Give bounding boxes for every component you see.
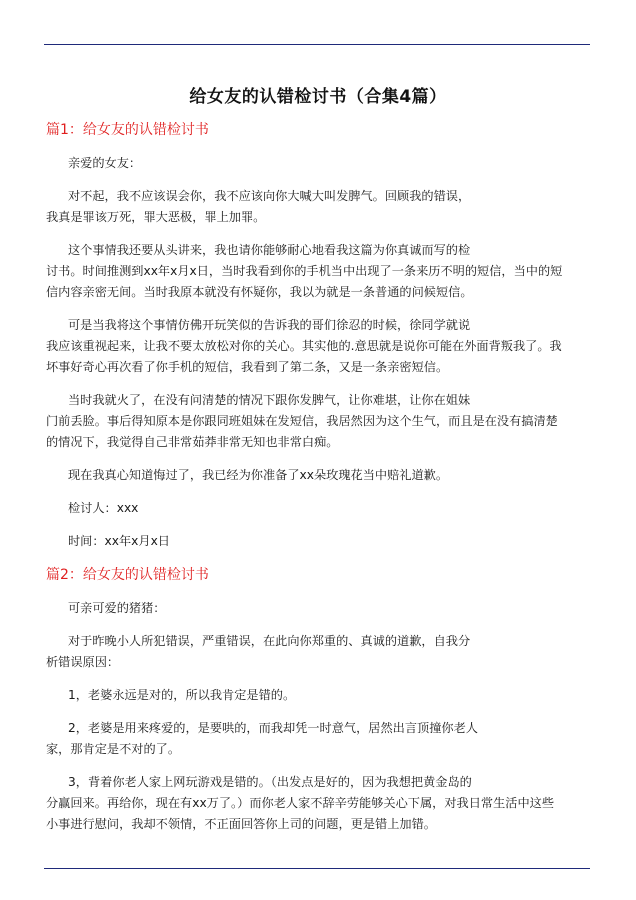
paragraph xyxy=(46,685,590,706)
paragraph-line: 亲爱的女友： xyxy=(68,156,142,170)
paragraph-line: 2，老婆是用来疼爱的，是要哄的，而我却凭一时意气，居然出言顶撞你老人 xyxy=(68,721,478,735)
paragraph-line: 对于昨晚小人所犯错误，严重错误，在此向你郑重的、真诚的道歉，自我分 xyxy=(68,634,471,648)
paragraph-line: 这个事情我还要从头讲来，我也请你能够耐心地看我这篇为你真诚而写的检 xyxy=(68,243,471,257)
section-heading: 篇1：给女友的认错检讨书 xyxy=(46,122,209,138)
paragraph-line: 检讨人：xxx xyxy=(68,501,139,515)
paragraph xyxy=(46,186,590,228)
paragraph-line: 1，老婆永远是对的，所以我肯定是错的。 xyxy=(68,688,296,702)
paragraph-line: 当时我就火了，在没有问清楚的情况下跟你发脾气，让你难堪，让你在姐妹 xyxy=(68,393,471,407)
paragraph-line: 分赢回来。再给你，现在有xx万了。）而你老人家不辞辛劳能够关心下属，对我日常生活中这些 xyxy=(46,796,555,810)
paragraph-line: 对不起，我不应该误会你，我不应该向你大喊大叫发脾气。回顾我的错误， xyxy=(68,189,471,203)
paragraph xyxy=(46,153,590,174)
paragraph-line: 我真是罪该万死，罪大恶极，罪上加罪。 xyxy=(46,210,266,224)
section-heading: 篇2：给女友的认错检讨书 xyxy=(46,567,209,583)
paragraph-line: 析错误原因： xyxy=(46,655,120,669)
sections-container xyxy=(46,119,590,835)
paragraph-line: 可亲可爱的猪猪： xyxy=(68,601,166,615)
paragraph xyxy=(46,498,590,519)
paragraph-line: 家，那肯定是不对的了。 xyxy=(46,742,181,756)
paragraph xyxy=(46,598,590,619)
paragraph xyxy=(46,240,590,303)
paragraph-line: 3，背着你老人家上网玩游戏是错的。（出发点是好的，因为我想把黄金岛的 xyxy=(68,775,472,789)
paragraph xyxy=(46,315,590,378)
paragraph xyxy=(46,631,590,673)
paragraph-line: 小事进行慰问，我却不领情，不正面回答你上司的问题，更是错上加错。 xyxy=(46,817,436,831)
paragraph-line: 我应该重视起来，让我不要太放松对你的关心。其实他的.意思就是说你可能在外面背叛我了。我 xyxy=(46,339,562,353)
paragraph-line: 门前丢脸。事后得知原本是你跟同班姐妹在发短信，我居然因为这个生气，而且是在没有搞清楚 xyxy=(46,414,558,428)
paragraph-line: 信内容亲密无间。当时我原本就没有怀疑你，我以为就是一条普通的问候短信。 xyxy=(46,285,473,299)
paragraph xyxy=(46,772,590,835)
paragraph-line: 的情况下，我觉得自己非常茹莽非常无知也非常白痴。 xyxy=(46,435,339,449)
bottom-rule xyxy=(44,868,590,869)
top-rule xyxy=(44,44,590,45)
paragraph-line: 时间：xx年x月x日 xyxy=(68,534,170,548)
paragraph-line: 坏事好奇心再次看了你手机的短信，我看到了第二条，又是一条亲密短信。 xyxy=(46,360,449,374)
paragraph xyxy=(46,718,590,760)
document-content xyxy=(46,82,590,847)
paragraph xyxy=(46,465,590,486)
paragraph xyxy=(46,390,590,453)
document-title: 给女友的认错检讨书（合集4篇） xyxy=(189,87,447,107)
paragraph-line: 讨书。时间推测到xx年x月x日，当时我看到你的手机当中出现了一条来历不明的短信，当中的短 xyxy=(46,264,563,278)
paragraph xyxy=(46,531,590,552)
paragraph-line: 可是当我将这个事情仿佛开玩笑似的告诉我的哥们徐忍的时候，徐同学就说 xyxy=(68,318,471,332)
paragraph-line: 现在我真心知道悔过了，我已经为你准备了xx朵玫瑰花当中赔礼道歉。 xyxy=(68,468,449,482)
